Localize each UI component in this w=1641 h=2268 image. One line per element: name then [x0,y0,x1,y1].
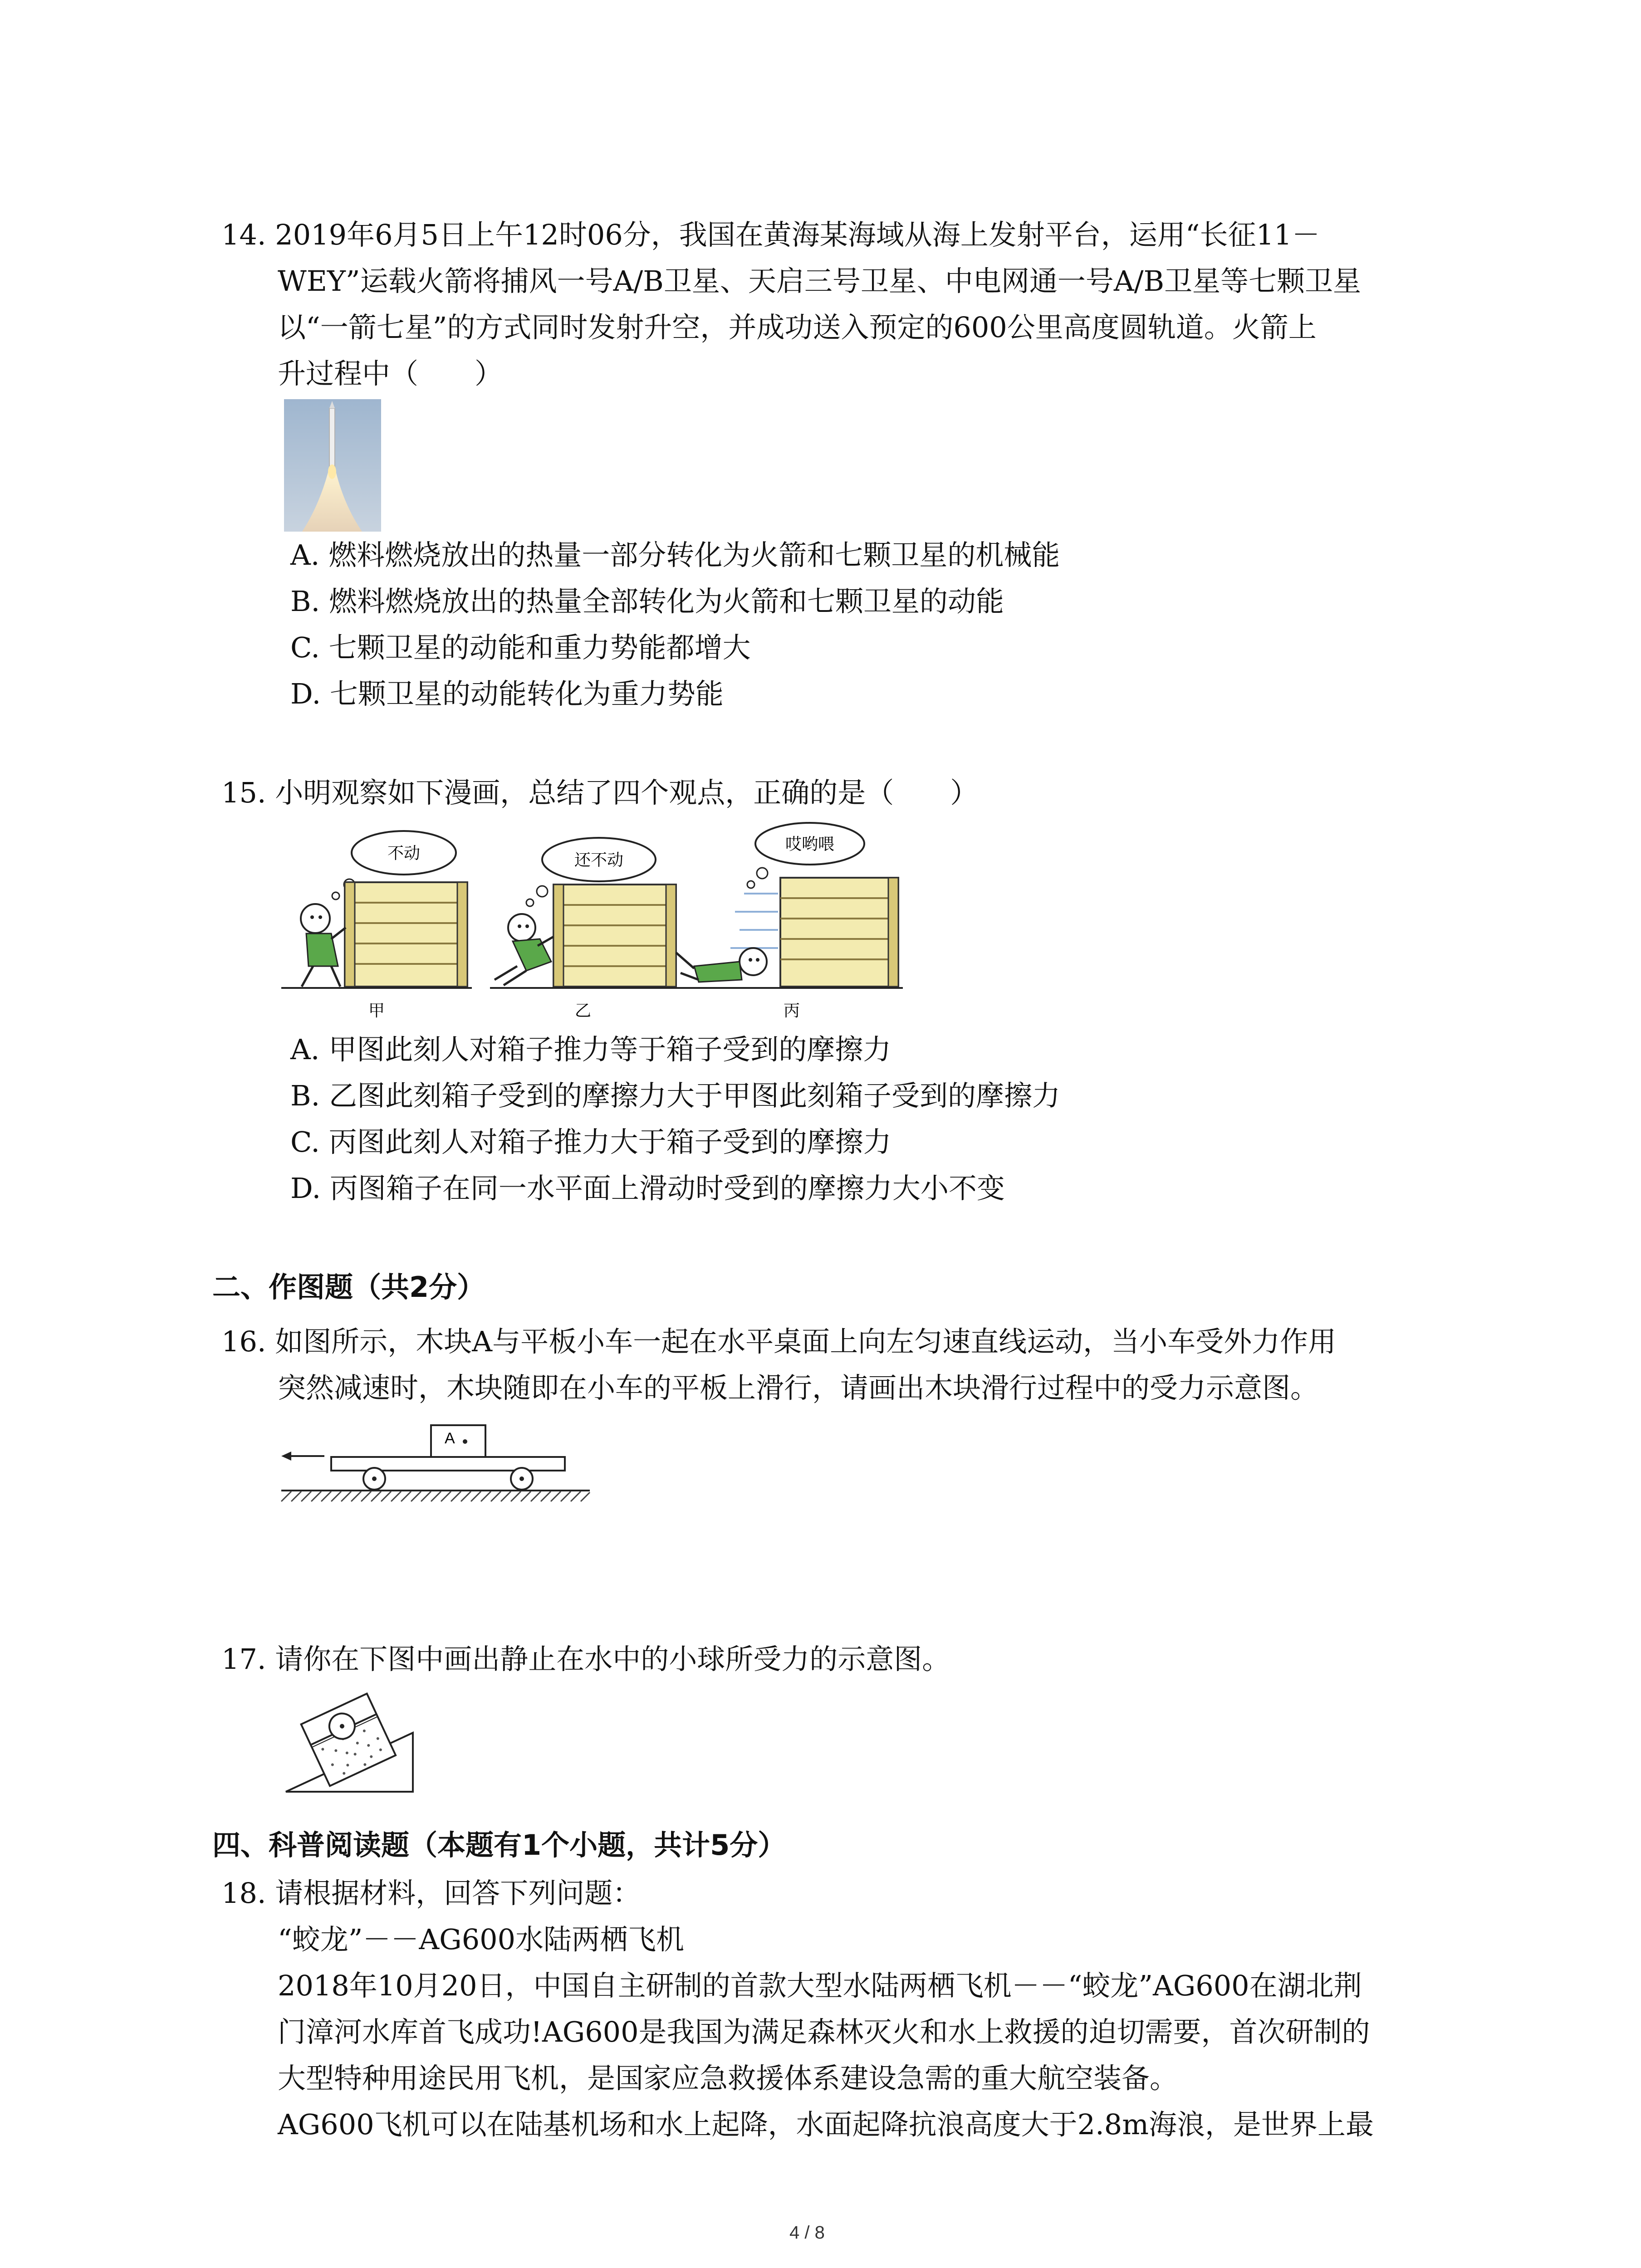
bubble-text-yi: 还不动 [574,851,624,870]
bubble-text-jia: 不动 [387,844,421,863]
q18-line-4: 门漳河水库首飞成功!AG600是我国为满足森林灭火和水上救援的迫切需要，首次研制的 [278,2015,1370,2048]
page-number: 4 / 8 [789,2223,825,2243]
q18-line-1: 18. 请根据材料，回答下列问题： [221,1877,641,1910]
block-a-label: A [445,1430,455,1447]
q15-option-b: B. 乙图此刻箱子受到的摩擦力大于甲图此刻箱子受到的摩擦力 [290,1079,1060,1112]
q14-line-1: 14. 2019年6月5日上午12时06分，我国在黄海某海域从海上发射平台，运用“长征11－ [221,218,1320,251]
q14-option-a: A. 燃料燃烧放出的热量一部分转化为火箭和七颗卫星的机械能 [290,538,1060,572]
q18-line-3: 2018年10月20日，中国自主研制的首款大型水陆两栖飞机－－“蛟龙”AG600在湖北荆 [278,1969,1362,2002]
q15-option-a: A. 甲图此刻人对箱子推力等于箱子受到的摩擦力 [290,1033,892,1066]
q15-option-c: C. 丙图此刻人对箱子推力大于箱子受到的摩擦力 [290,1125,892,1158]
q17-stem: 17. 请你在下图中画出静止在水中的小球所受力的示意图。 [221,1642,950,1676]
comic-illustration [281,816,926,1025]
block-a [431,1425,485,1457]
q15-stem: 15. 小明观察如下漫画，总结了四个观点，正确的是（ ） [221,776,979,809]
section-heading-drawing: 二、作图题（共2分） [212,1271,485,1304]
ball-in-water-diagram [281,1687,417,1796]
q16-line-2: 突然减速时，木块随即在小车的平板上滑行，请画出木块滑行过程中的受力示意图。 [278,1371,1319,1404]
q14-option-c: C. 七颗卫星的动能和重力势能都增大 [290,631,751,664]
q18-line-6: AG600飞机可以在陆基机场和水上起降，水面起降抗浪高度大于2.8m海浪，是世界上最 [278,2108,1374,2141]
comic-panel-bing [671,823,903,1020]
q14-line-3: 以“一箭七星”的方式同时发射升空，并成功送入预定的600公里高度圆轨道。火箭上 [278,311,1317,344]
q14-option-b: B. 燃料燃烧放出的热量全部转化为火箭和七颗卫星的动能 [290,585,1004,618]
caption-bing: 丙 [783,1002,800,1020]
section-heading-science-reading: 四、科普阅读题（本题有1个小题，共计5分） [212,1828,786,1862]
rocket-launch-image [284,399,381,532]
cart-block-diagram [281,1415,599,1506]
comic-panel-yi [490,838,681,1020]
q15-option-d: D. 丙图箱子在同一水平面上滑动时受到的摩擦力大小不变 [290,1172,1005,1205]
q14-line-2: WEY”运载火箭将捕风一号A/B卫星、天启三号卫星、中电网通一号A/B卫星等七颗卫星 [278,264,1362,298]
q14-option-d: D. 七颗卫星的动能转化为重力势能 [290,677,724,710]
caption-yi: 乙 [574,1002,592,1020]
q18-line-2: “蛟龙”－－AG600水陆两栖飞机 [278,1923,685,1956]
arrow-left-icon [281,1452,291,1461]
q14-line-4: 升过程中（ ） [278,357,503,390]
cart-plate [331,1457,565,1471]
q16-line-1: 16. 如图所示，木块A与平板小车一起在水平桌面上向左匀速直线运动，当小车受外力作用 [221,1325,1337,1358]
bubble-text-bing: 哎哟喂 [785,835,835,854]
q18-line-5: 大型特种用途民用飞机，是国家应急救援体系建设急需的重大航空装备。 [278,2062,1178,2095]
comic-panel-jia [281,831,472,1020]
caption-jia: 甲 [368,1002,385,1020]
